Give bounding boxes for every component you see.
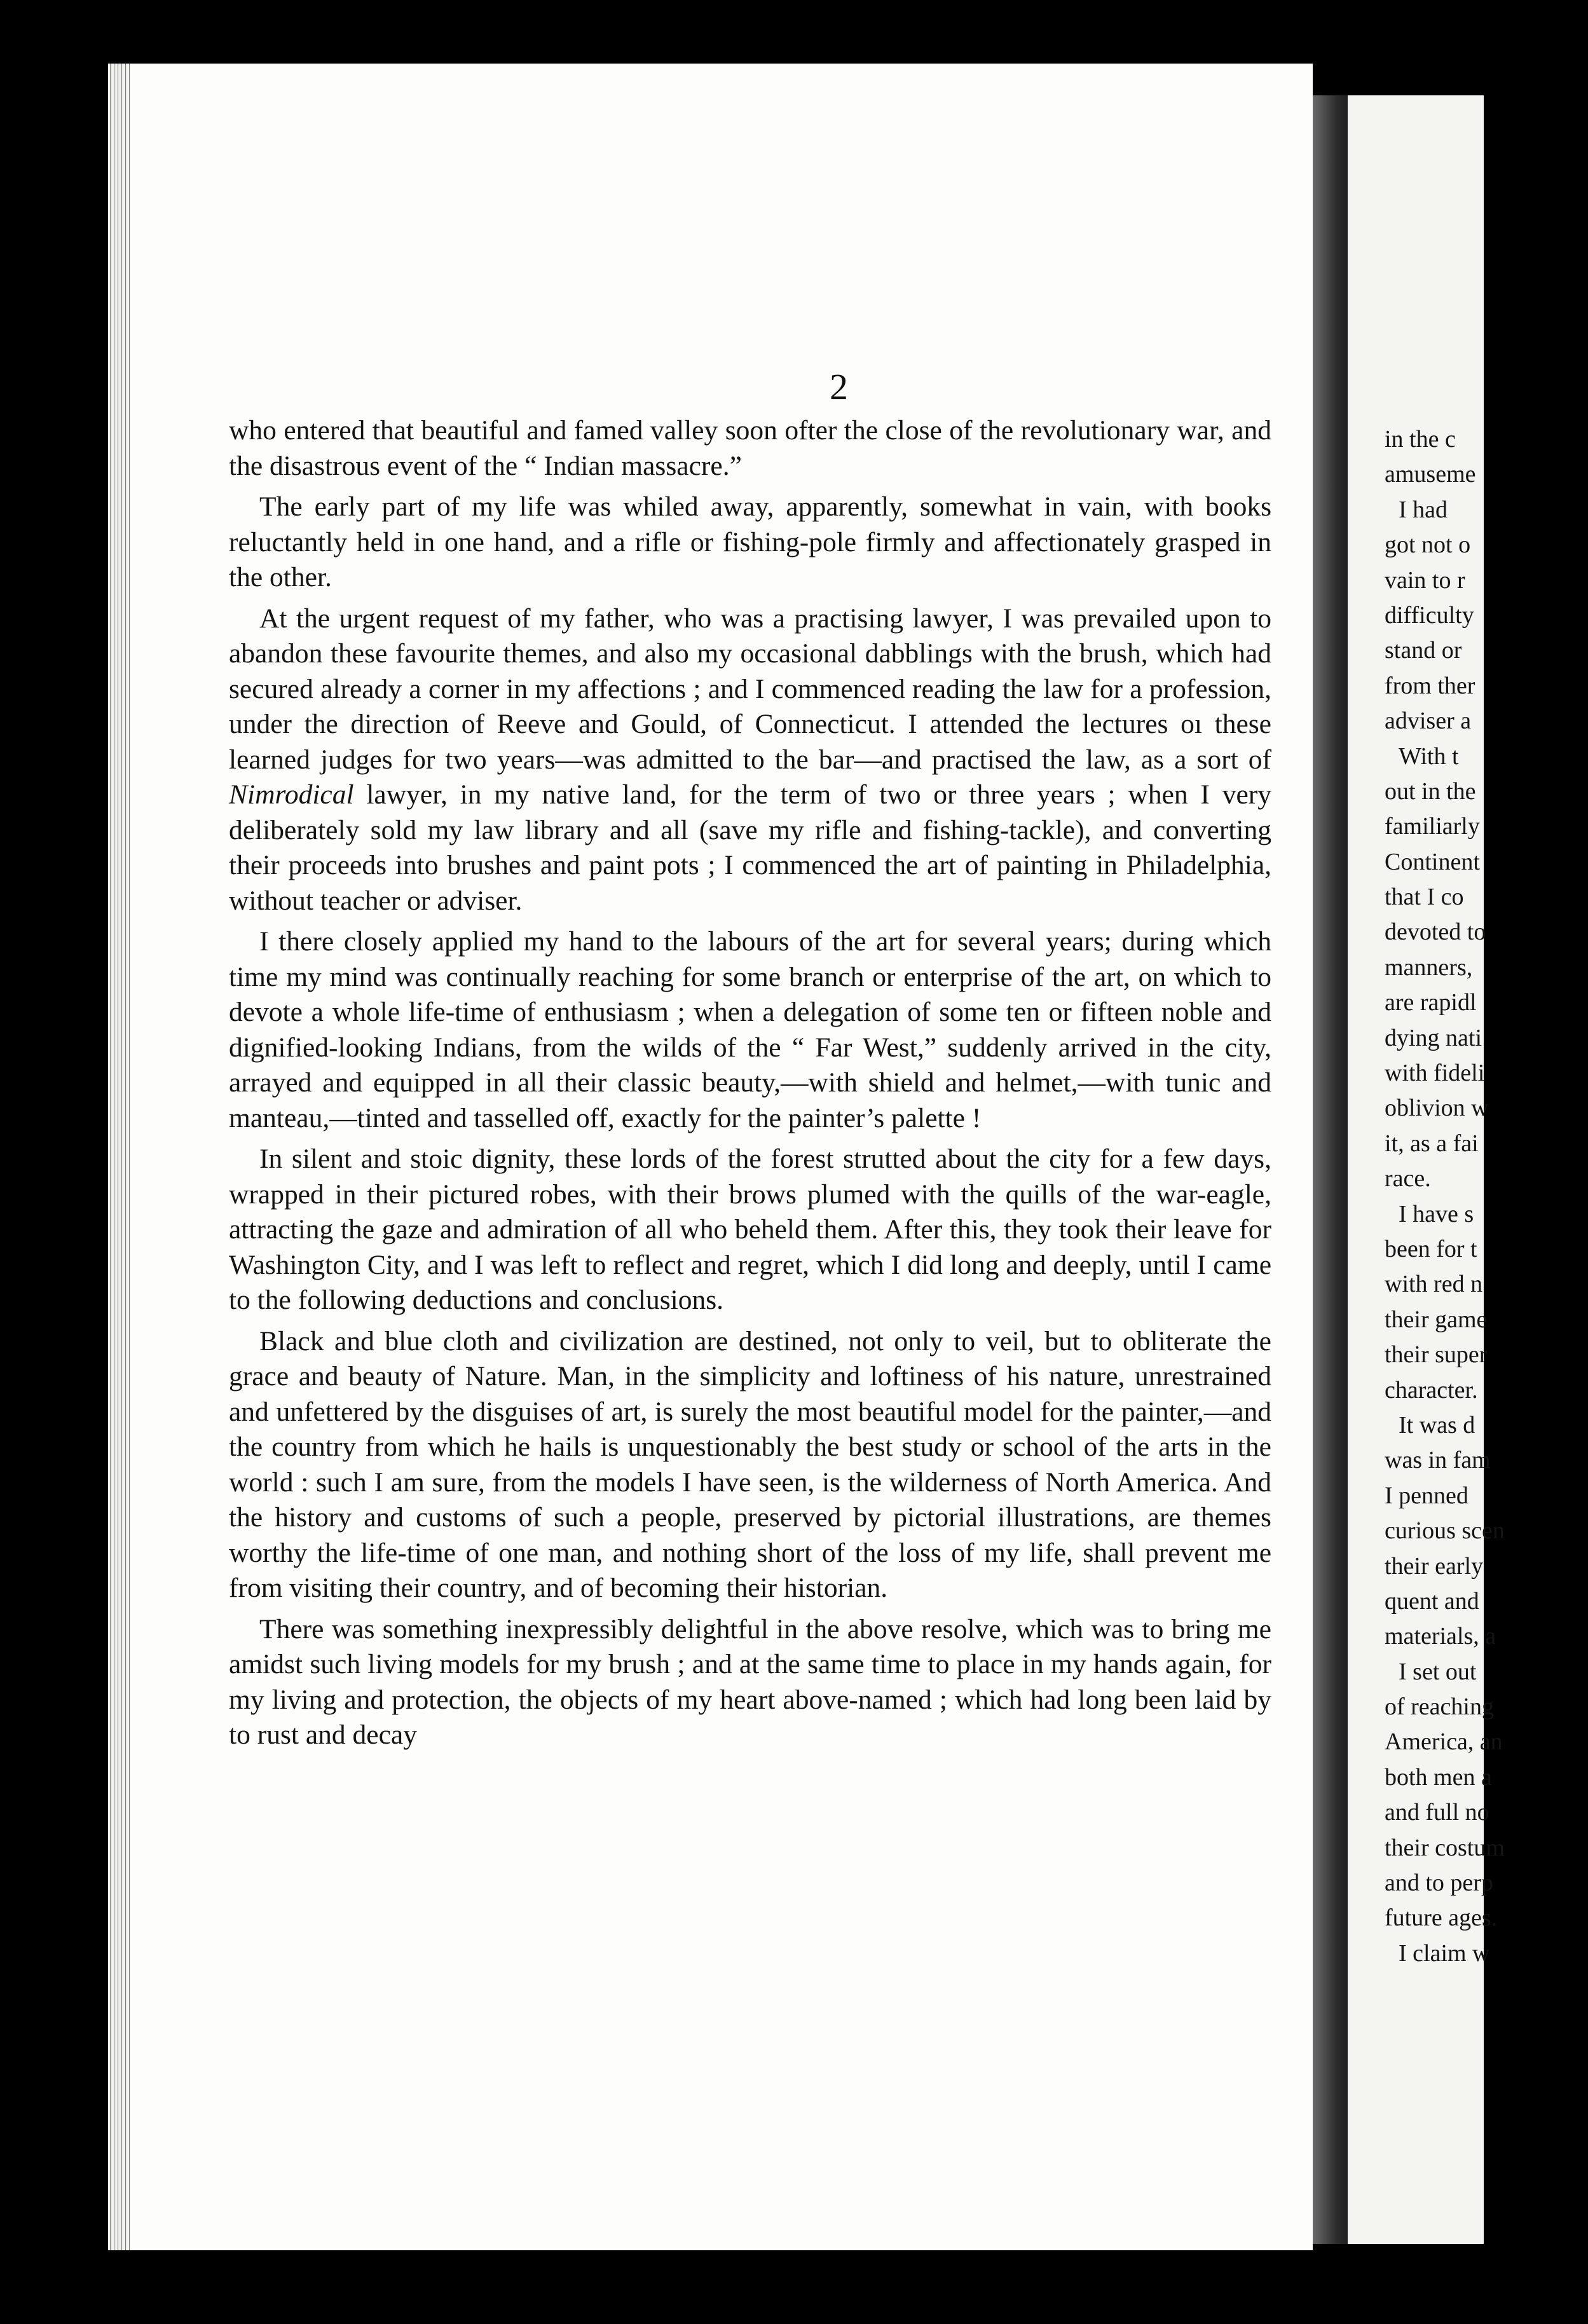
text-run: The early part of my life was whiled away, apparently, somewhat in vain, with books reluctantly held in one hand, and a rifle or fishing-pole firmly and affectionately grasped in the other.: [229, 491, 1271, 592]
right-page-line: their costum: [1385, 1834, 1505, 1861]
body-paragraph: [229, 1612, 1271, 1753]
right-page-line: their game: [1385, 1306, 1488, 1333]
right-page-line: I had: [1399, 496, 1448, 523]
right-page-line: out in the: [1385, 777, 1476, 805]
right-page-line: oblivion w: [1385, 1095, 1489, 1122]
right-page-line: stand or: [1385, 637, 1462, 664]
right-page-line: manners,: [1385, 954, 1473, 981]
body-paragraph: [229, 601, 1271, 919]
right-page-line: their early: [1385, 1552, 1484, 1580]
text-run: I there closely applied my hand to the labours of the art for several years; during which time my mind was continually reaching for some branch or enterprise of the art, on which to devote a whole life-time of enthusiasm ; when a delegation of some ten or fifteen noble and dignified-looking Indians, from the wilds of the “ Far West,” suddenly arrived in the city, arrayed and equipped in all their classic beauty,—with shield and helmet,—with tunic and manteau,—tinted and tasselled off, exactly for the painter’s palette !: [229, 926, 1271, 1133]
right-page-line: both men a: [1385, 1763, 1492, 1791]
right-page-line: adviser a: [1385, 707, 1472, 735]
right-page-line: amuseme: [1385, 461, 1476, 488]
text-run: Black and blue cloth and civilization are destined, not only to veil, but to obliterate the grace and beauty of Nature. Man, in the simplicity and loftiness of his nature, unrestrained and unfettered by the disguises of art, is surely the most beautiful model for the painter,—and the country from which he hails is unquestionably the best study or school of the arts in the world : such I am sure, from the models I have seen, is the wilderness of North America. And the history and customs of such a people, preserved by pictorial illustrations, are themes worthy the life-time of one man, and nothing short of the loss of my life, shall prevent me from visiting their country, and of becoming their historian.: [229, 1325, 1271, 1603]
right-page-visible-text: [1385, 422, 1588, 1971]
right-page-line: that I co: [1385, 884, 1464, 911]
right-page-line: race.: [1385, 1165, 1431, 1193]
text-run: lawyer, in my native land, for the term of two or three years ; when I very deliberately sold my law library and all (save my rifle and fishing-tackle), and converting their proceeds into brushes and paint pots ; I commenced the art of painting in Philadelphia, without teacher or adviser.: [229, 779, 1271, 916]
right-page-line: and to perp: [1385, 1869, 1493, 1897]
text-run: In silent and stoic dignity, these lords of the forest strutted about the city for a few days, wrapped in their pictured robes, with their brows plumed with the quills of the war-eagle, attracting the gaze and admiration of all who beheld them. After this, they took their leave for Washington City, and I was left to reflect and regret, which I did long and deeply, until I came to the following deductions and conclusions.: [229, 1144, 1271, 1315]
body-paragraph: [229, 1324, 1271, 1606]
right-page-line: was in fam: [1385, 1447, 1491, 1474]
right-page-line: difficulty: [1385, 601, 1474, 629]
right-page-line: with red n: [1385, 1271, 1483, 1298]
right-page-line: are rapidl: [1385, 989, 1477, 1016]
right-page-line: got not o: [1385, 531, 1471, 559]
right-page-line: curious scen: [1385, 1517, 1505, 1545]
italic-text: Nimrodical: [229, 779, 354, 810]
right-page-line: I set out: [1399, 1658, 1477, 1685]
right-page-line: character.: [1385, 1376, 1478, 1404]
right-page-line: materials, a: [1385, 1623, 1496, 1650]
page-number: 2: [830, 366, 848, 407]
page-edge-stack: [108, 64, 133, 2250]
right-page-line: devoted to: [1385, 919, 1486, 946]
body-paragraph: [229, 1142, 1271, 1318]
right-page-line: I penned: [1385, 1482, 1468, 1509]
right-page-line: with fideli: [1385, 1060, 1485, 1087]
right-page-line: Continent: [1385, 848, 1480, 875]
right-page-line: With t: [1399, 742, 1459, 770]
right-page-line: familiarly: [1385, 813, 1480, 840]
right-page-line: dying nati: [1385, 1024, 1482, 1051]
right-page-line: and full no: [1385, 1799, 1489, 1826]
right-page-line: It was d: [1399, 1411, 1475, 1439]
right-page-line: quent and: [1385, 1587, 1479, 1615]
right-page-line: vain to r: [1385, 566, 1465, 594]
right-page-line: I claim w: [1399, 1939, 1490, 1967]
text-run: At the urgent request of my father, who was a practising lawyer, I was prevailed upon to abandon these favourite themes, and also my occasional dabblings with the brush, which had secured already a corner in my affections ; and I commenced reading the law for a profession, under the direction of Reeve and Gould, of Connecticut. I attended the lectures oı these learned judges for two years—was admitted to the bar—and practised the law, as a sort of: [229, 603, 1271, 775]
right-page-line: been for t: [1385, 1235, 1477, 1262]
right-page-line: I have s: [1399, 1200, 1474, 1227]
right-page-line: America, an: [1385, 1728, 1503, 1756]
left-page-body-text: [229, 413, 1271, 1759]
text-run: who entered that beautiful and famed valley soon ofter the close of the revolutionary war, and the disastrous event of the “ Indian massacre.”: [229, 415, 1271, 481]
right-page-line: from ther: [1385, 672, 1475, 699]
right-page-line: of reaching: [1385, 1693, 1494, 1721]
body-paragraph: [229, 489, 1271, 596]
body-paragraph: [229, 413, 1271, 484]
body-paragraph: [229, 924, 1271, 1136]
right-page-line: their super: [1385, 1341, 1488, 1369]
right-page-line: in the c: [1385, 426, 1456, 453]
right-page-line: it, as a fai: [1385, 1130, 1479, 1157]
right-page-line: future ages.: [1385, 1904, 1498, 1932]
text-run: There was something inexpressibly delightful in the above resolve, which was to bring me amidst such living models for my brush ; and at the same time to place in my hands again, for my living and protection, the objects of my heart above-named ; which had long been laid by to rust and decay: [229, 1613, 1271, 1750]
